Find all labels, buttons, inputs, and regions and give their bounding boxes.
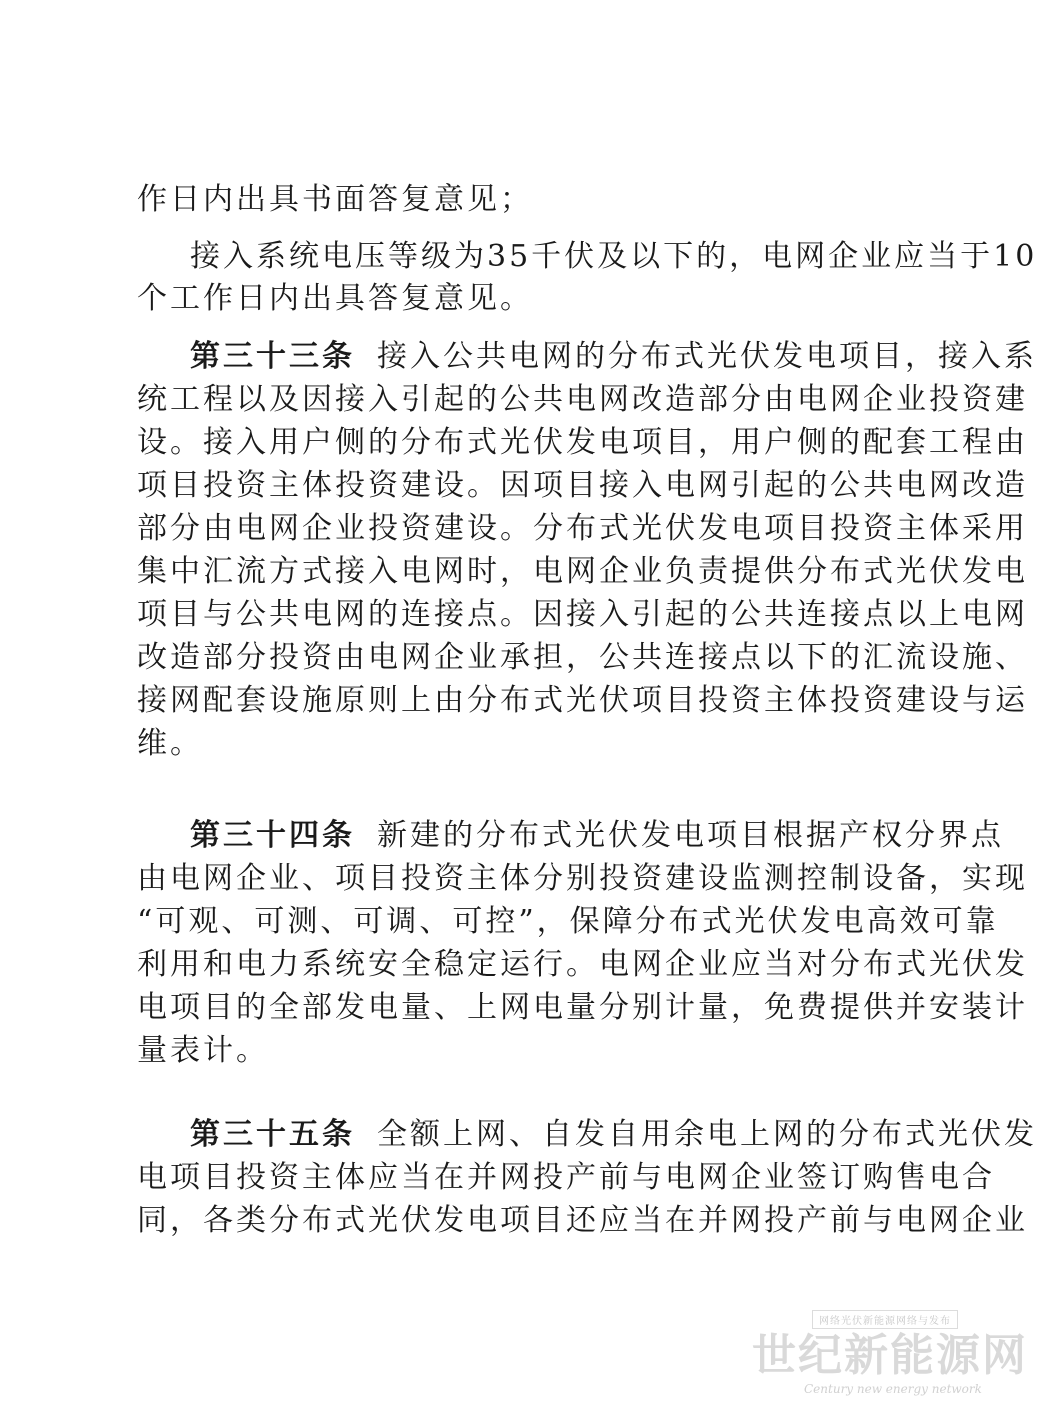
text-line — [0, 466, 1028, 506]
line-text: 统工程以及因接入引起的公共电网改造部分由电网企业投资建 — [137, 382, 1028, 417]
line-text: “可观、可测、可调、可控”，保障分布式光伏发电高效可靠 — [137, 904, 999, 939]
line-text: 接网配套设施原则上由分布式光伏项目投资主体投资建设与运 — [137, 683, 1028, 718]
line-content — [137, 681, 1028, 721]
text-line — [0, 945, 1028, 985]
text-line — [0, 988, 1028, 1028]
article-line — [0, 1115, 1037, 1155]
line-text: 全额上网、自发自用余电上网的分布式光伏发 — [377, 1117, 1037, 1152]
line-content — [137, 638, 1028, 678]
text-line — [0, 638, 1028, 678]
line-content — [190, 1115, 1037, 1155]
line-content — [190, 816, 1004, 856]
text-line — [0, 237, 1037, 277]
line-content — [137, 724, 203, 764]
text-line — [0, 509, 1028, 549]
line-content — [137, 423, 1028, 463]
text-line — [0, 423, 1028, 463]
line-text: 设。接入用户侧的分布式光伏发电项目，用户侧的配套工程由 — [137, 425, 1028, 460]
line-content — [137, 1158, 995, 1198]
text-line — [0, 552, 1028, 592]
watermark — [752, 1310, 1028, 1400]
line-content — [137, 902, 999, 942]
line-text: 接入系统电压等级为35千伏及以下的，电网企业应当于10 — [190, 239, 1037, 274]
line-text: 由电网企业、项目投资主体分别投资建设监测控制设备，实现 — [137, 861, 1028, 896]
line-content — [137, 279, 533, 319]
watermark-logo-text: 世纪新能源网 — [752, 1330, 1028, 1381]
article-title: 第三十三条 — [190, 339, 355, 374]
text-line — [0, 1031, 1000, 1071]
watermark-english-text: Century new energy network — [804, 1382, 982, 1396]
line-content — [137, 859, 1028, 899]
text-line — [0, 681, 1028, 721]
line-text: 项目投资主体投资建设。因项目接入电网引起的公共电网改造 — [137, 468, 1028, 503]
line-content — [137, 180, 533, 220]
line-text: 电项目投资主体应当在并网投产前与电网企业签订购售电合 — [137, 1160, 995, 1195]
line-text: 部分由电网企业投资建设。分布式光伏发电项目投资主体采用 — [137, 511, 1028, 546]
text-line — [0, 380, 1028, 420]
line-content — [137, 945, 1028, 985]
article-title: 第三十四条 — [190, 818, 355, 853]
line-text: 新建的分布式光伏发电项目根据产权分界点 — [377, 818, 1004, 853]
line-text: 量表计。 — [137, 1033, 269, 1068]
line-text: 个工作日内出具答复意见。 — [137, 281, 533, 316]
line-content — [137, 1201, 1028, 1241]
article-line — [0, 337, 1037, 377]
article-title: 第三十五条 — [190, 1117, 355, 1152]
text-line — [0, 1158, 1000, 1198]
line-content — [137, 380, 1028, 420]
line-text: 利用和电力系统安全稳定运行。电网企业应当对分布式光伏发 — [137, 947, 1028, 982]
article-line — [0, 816, 1004, 856]
line-text: 同，各类分布式光伏发电项目还应当在并网投产前与电网企业 — [137, 1203, 1028, 1238]
line-content — [137, 552, 1028, 592]
watermark-tagline: 网络光伏新能源网络与发布 — [812, 1310, 958, 1329]
line-content — [137, 595, 1028, 635]
text-line — [0, 595, 1028, 635]
line-text: 集中汇流方式接入电网时，电网企业负责提供分布式光伏发电 — [137, 554, 1028, 589]
text-line — [0, 180, 1000, 220]
line-text: 接入公共电网的分布式光伏发电项目，接入系 — [377, 339, 1037, 374]
line-text: 维。 — [137, 726, 203, 761]
line-content — [190, 337, 1037, 377]
text-line — [0, 724, 1000, 764]
line-content — [190, 237, 1037, 277]
line-text: 作日内出具书面答复意见； — [137, 182, 533, 217]
line-text: 项目与公共电网的连接点。因接入引起的公共连接点以上电网 — [137, 597, 1028, 632]
line-text: 电项目的全部发电量、上网电量分别计量，免费提供并安装计 — [137, 990, 1028, 1025]
text-line — [0, 859, 1028, 899]
text-line — [0, 1201, 1028, 1241]
line-content — [137, 466, 1028, 506]
text-line — [0, 902, 1000, 942]
line-content — [137, 509, 1028, 549]
line-content — [137, 988, 1028, 1028]
text-line — [0, 279, 1000, 319]
line-text: 改造部分投资由电网企业承担，公共连接点以下的汇流设施、 — [137, 640, 1028, 675]
line-content — [137, 1031, 269, 1071]
